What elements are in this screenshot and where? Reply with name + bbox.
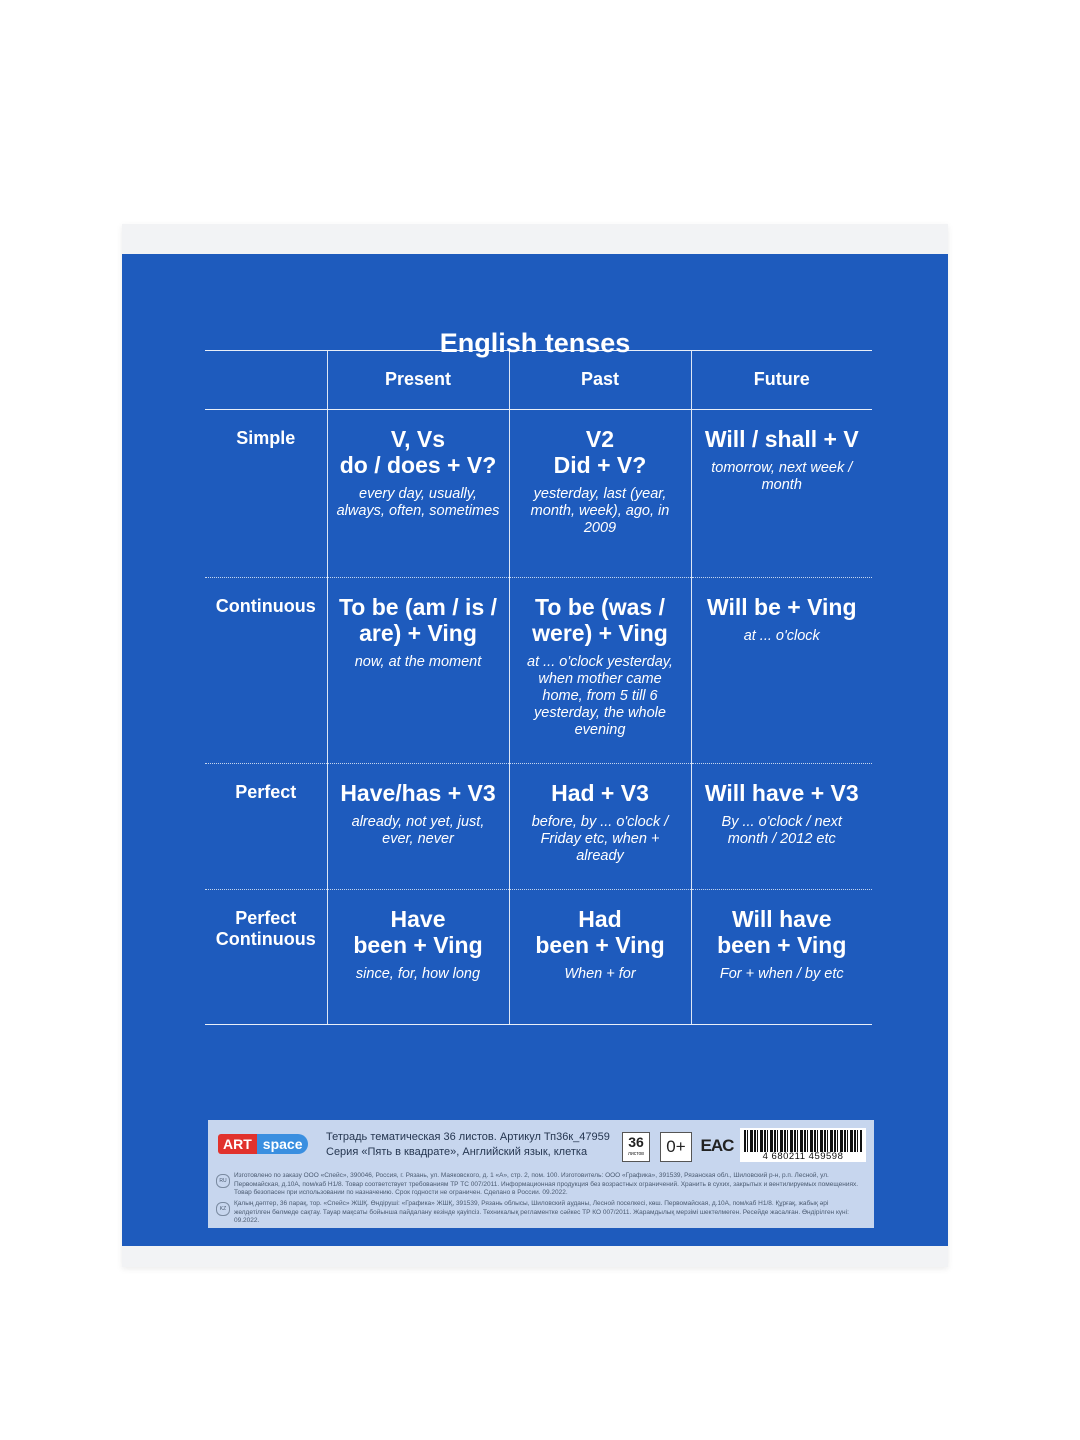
eac-mark: EAC	[700, 1136, 734, 1155]
formula: Will have	[732, 906, 832, 932]
usage-text: By ... o'clock / next month / 2012 etc	[721, 814, 842, 847]
fine-print-kz: Қалың дәптер, 36 парақ, тор. «Спейс» ЖШҚ. Өндіруші: «Графика» ЖШҚ, 391539, Рязань облысы, Шиловский ауданы, Лесной поселкесі, көш. Первомайская, д.10А, пом/каб Н1/8. Құрғақ, жабық әрі желдетілген бөлмеде сақтау. Тауар мақсаты бойынша пайдалану кезінде қауіпсіз. Техникалық регламентке сәйкес ТР КО 007/2011. Жарамдылық мерзімі шектелмеген. Ресейде жасалған. Өндірілген күні: 09.2022.	[234, 1200, 849, 1224]
formula: V2	[585, 426, 615, 452]
age-rating-badge: 0+	[660, 1132, 692, 1162]
tense-cell	[327, 890, 509, 1025]
row-header: Perfect	[205, 764, 327, 890]
tense-cell	[327, 410, 509, 578]
formula: Have/has + V3	[340, 780, 496, 806]
usage-text: For + when / by etc	[719, 966, 844, 982]
table-header-row	[205, 351, 872, 410]
formula: Have	[390, 906, 446, 932]
product-description	[326, 1130, 626, 1160]
tense-cell	[691, 890, 872, 1025]
usage-text: every day, usually, always, often, sometimes	[336, 486, 500, 519]
fine-print-ru: Изготовлено по заказу ООО «Спейс», 390046, Россия, г. Рязань, ул. Маяковского, д. 1 «А», стр. 2, пом. 100. Изготовитель: ООО «Графика», 391539, Рязанская обл., Шиловский р-н, р.п. Лесной, ул. Первомайская, д.10А, пом/каб Н1/8. Товар соответствует требованиям ТР ТС 007/2011. Информационная продукция без возрастных ограничений. Хранить в сухих, закрытых и вентилируемых помещениях. Товар безопасен при использовании по назначению. Срок годности не ограничен. Сделано в России. 09.2022.	[234, 1172, 859, 1196]
formula: To be (am / is /	[338, 594, 498, 620]
row-header: Perfect Continuous	[205, 890, 327, 1025]
table-row	[205, 410, 872, 578]
formula: Will be + Ving	[706, 594, 857, 620]
tense-cell	[691, 578, 872, 764]
usage-text: tomorrow, next week / month	[711, 460, 853, 493]
table-row	[205, 764, 872, 890]
tense-cell	[327, 764, 509, 890]
usage-text: already, not yet, just, ever, never	[351, 814, 485, 847]
formula: Will / shall + V	[704, 426, 859, 452]
column-header: Past	[509, 351, 691, 410]
usage-text: at ... o'clock yesterday, when mother came home, from 5 till 6 yesterday, the whole evening	[527, 654, 673, 738]
sheets-count-badge	[622, 1132, 650, 1162]
table-row	[205, 890, 872, 1025]
row-header: Simple	[205, 410, 327, 578]
cover-title: English tenses	[439, 328, 631, 358]
usage-text: now, at the moment	[354, 654, 482, 670]
table-row	[205, 578, 872, 764]
tense-cell	[509, 890, 691, 1025]
product-line: Серия «Пять в квадрате», Английский язык, клетка	[326, 1146, 588, 1158]
tense-cell	[509, 578, 691, 764]
language-flag-ru: RU	[216, 1174, 230, 1188]
formula: are) + Ving	[359, 620, 477, 646]
formula: Had	[578, 906, 622, 932]
brand-logo	[218, 1133, 308, 1155]
column-header: Future	[691, 351, 872, 410]
column-header: Present	[327, 351, 509, 410]
sheets-count: 36	[628, 1134, 644, 1150]
usage-text: before, by ... o'clock / Friday etc, when + already	[531, 814, 669, 864]
tense-cell	[691, 410, 872, 578]
formula: V, Vs	[390, 426, 446, 452]
notebook-cover	[122, 254, 948, 1246]
corner-cell	[205, 351, 327, 410]
usage-text: at ... o'clock	[743, 628, 820, 644]
row-header: Continuous	[205, 578, 327, 764]
logo-art: ART	[218, 1134, 257, 1154]
language-flag-kz: KZ	[216, 1202, 230, 1216]
product-label	[208, 1120, 874, 1228]
barcode	[740, 1128, 866, 1162]
formula: been + Ving	[717, 932, 847, 958]
product-line: Тетрадь тематическая 36 листов. Артикул Тп36к_47959	[326, 1131, 610, 1143]
usage-text: since, for, how long	[355, 966, 481, 982]
usage-text: yesterday, last (year, month, week), ago, in 2009	[530, 486, 670, 536]
formula: To be (was /	[535, 594, 665, 620]
formula: Had + V3	[551, 780, 649, 806]
logo-space: space	[257, 1134, 309, 1154]
formula: Did + V?	[553, 452, 647, 478]
barcode-number: 4 680211 459598	[762, 1151, 844, 1162]
tense-cell	[509, 764, 691, 890]
formula: do / does + V?	[339, 452, 497, 478]
tense-cell	[691, 764, 872, 890]
tense-cell	[327, 578, 509, 764]
barcode-bars	[744, 1130, 862, 1152]
formula: been + Ving	[535, 932, 665, 958]
formula: been + Ving	[353, 932, 483, 958]
tenses-table	[205, 350, 872, 1025]
formula: Will have + V3	[704, 780, 859, 806]
usage-text: When + for	[564, 966, 636, 982]
sheets-caption: листов	[628, 1151, 644, 1157]
formula: were) + Ving	[532, 620, 668, 646]
notebook	[122, 224, 948, 1267]
tense-cell	[509, 410, 691, 578]
